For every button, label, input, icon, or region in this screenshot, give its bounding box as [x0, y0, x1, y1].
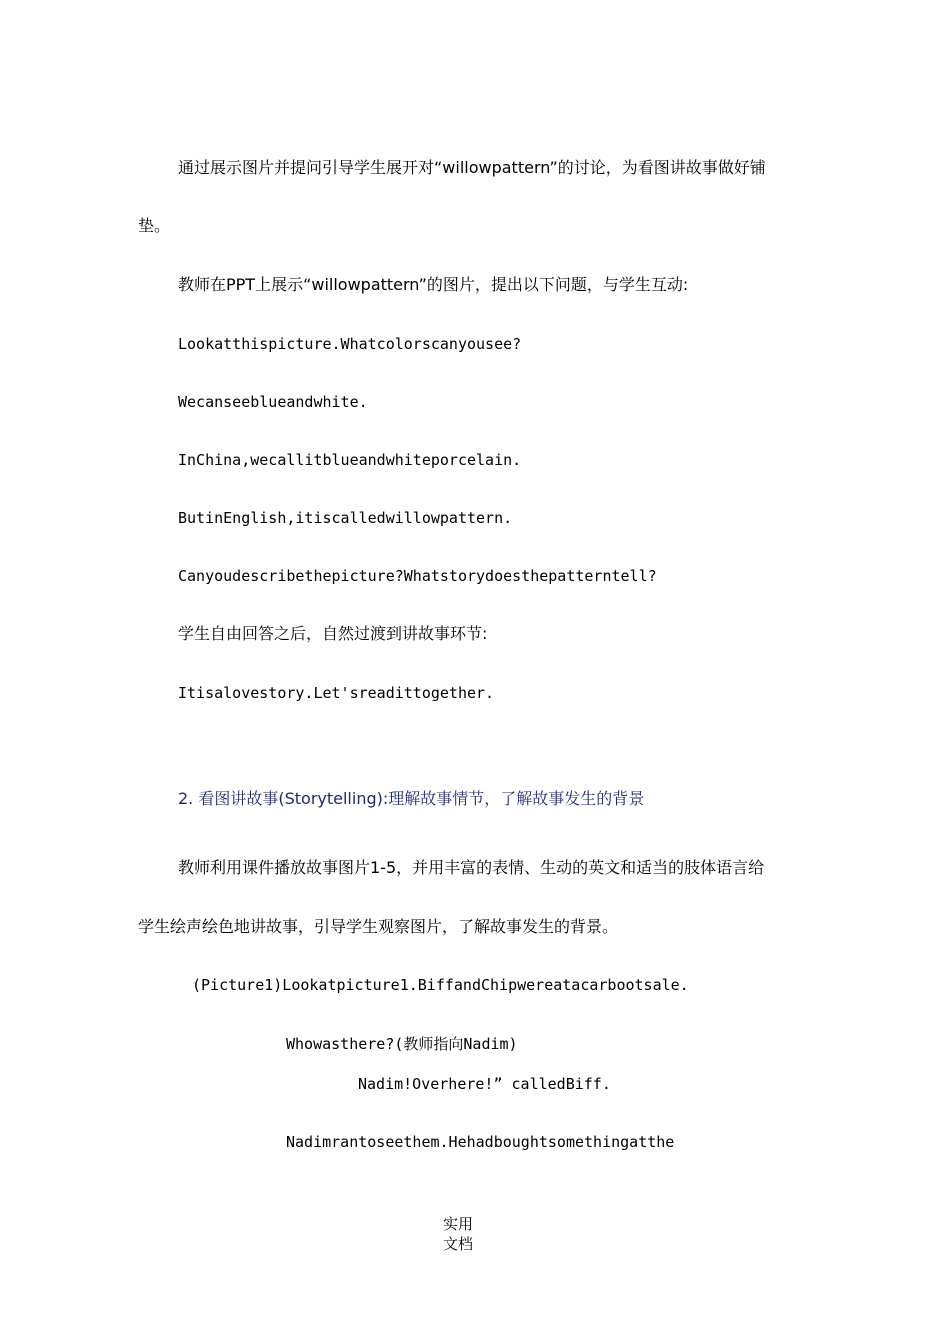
intro-paragraph-line-1: 通过展示图片并提问引导学生展开对“willowpattern”的讨论，为看图讲故事做好铺	[178, 158, 766, 177]
dialogue-line: Lookatthispicture.Whatcolorscanyousee?	[178, 335, 522, 353]
dialogue-line: Canyoudescribethepicture?Whatstorydoesthepatterntell?	[178, 567, 657, 585]
story-narration-line: Nadimrantoseethem.Hehadboughtsomethingatthe	[286, 1133, 675, 1151]
story-question-line: Whowasthere?(教师指向Nadim)	[286, 1035, 518, 1053]
story-quote-line: Nadim!Overhere!” calledBiff.	[358, 1075, 611, 1093]
intro-paragraph-line-2: 垫。	[138, 216, 171, 235]
section-2-paragraph-line-2: 学生绘声绘色地讲故事，引导学生观察图片，了解故事发生的背景。	[138, 917, 619, 936]
footer-line-1: 实用	[442, 1215, 473, 1233]
section-2-heading: 2. 看图讲故事(Storytelling):理解故事情节，了解故事发生的背景	[178, 789, 645, 808]
dialogue-line: Wecanseeblueandwhite.	[178, 393, 368, 411]
transition-text: 学生自由回答之后，自然过渡到讲故事环节:	[178, 624, 488, 643]
story-picture-1-line: (Picture1)Lookatpicture1.BiffandChipwereatacarbootsale.	[192, 976, 689, 994]
section-2-paragraph-line-1: 教师利用课件播放故事图片1-5，并用丰富的表情、生动的英文和适当的肢体语言给	[178, 858, 765, 877]
footer-line-2: 文档	[442, 1235, 473, 1253]
dialogue-line: InChina,wecallitblueandwhiteporcelain.	[178, 451, 522, 469]
dialogue-line: ButinEnglish,itiscalledwillowpattern.	[178, 509, 513, 527]
teacher-instruction: 教师在PPT上展示“willowpattern”的图片，提出以下问题，与学生互动:	[178, 275, 689, 294]
transition-dialogue: Itisalovestory.Let'sreadittogether.	[178, 684, 495, 702]
